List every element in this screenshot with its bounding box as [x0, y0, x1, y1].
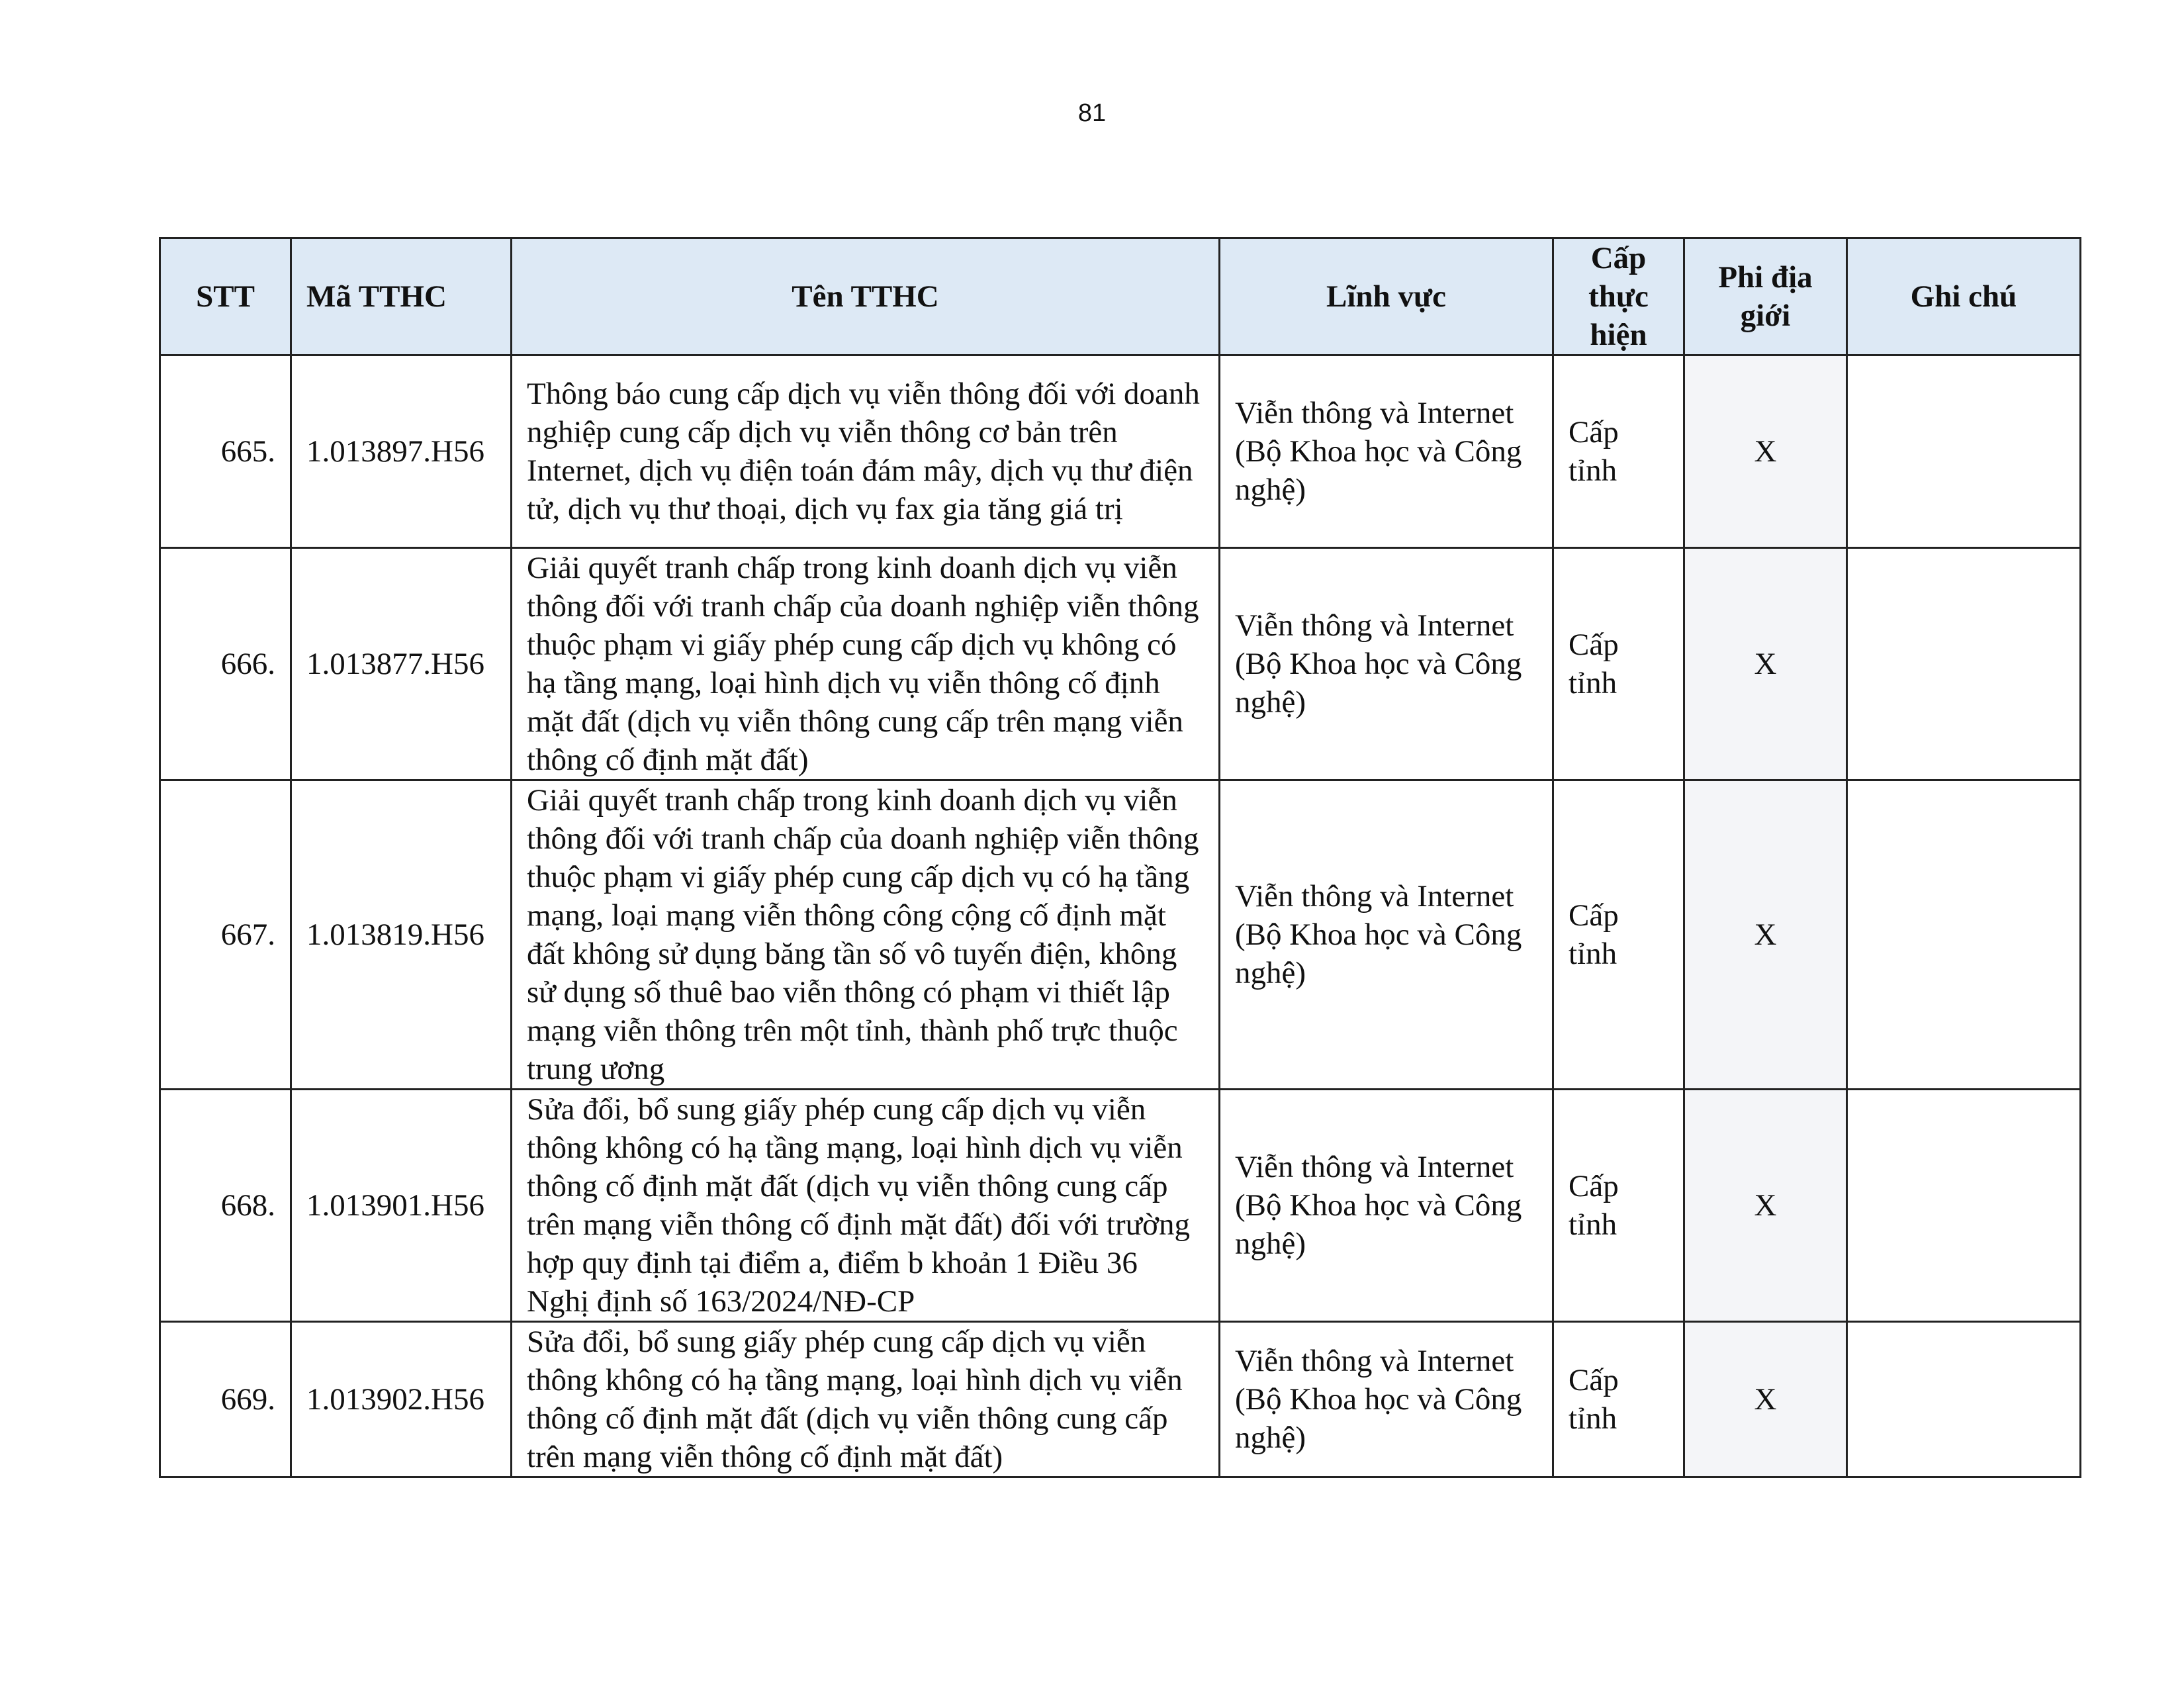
cell-ten-tthc: Thông báo cung cấp dịch vụ viễn thông đối với doanh nghiệp cung cấp dịch vụ viễn thông cơ bản trên Internet, dịch vụ điện toán đám mây, dịch vụ thư điện tử, dịch vụ thư thoại, dịch vụ fax gia tăng giá trị — [512, 355, 1220, 548]
cell-ma-tthc: 1.013901.H56 — [291, 1090, 512, 1322]
header-cap-thuc-hien — [1553, 238, 1684, 355]
cell-linh-vuc: Viễn thông và Internet (Bộ Khoa học và Công nghệ) — [1220, 1322, 1553, 1477]
table-row — [160, 1090, 2081, 1322]
cell-phi-dia-gioi: X — [1684, 1322, 1847, 1477]
table-row — [160, 548, 2081, 780]
cell-phi-dia-gioi: X — [1684, 780, 1847, 1090]
cell-linh-vuc: Viễn thông và Internet (Bộ Khoa học và Công nghệ) — [1220, 548, 1553, 780]
header-phi-line: giới — [1740, 299, 1791, 333]
header-linh-vuc: Lĩnh vực — [1220, 238, 1553, 355]
cell-ghi-chu — [1847, 355, 2081, 548]
cell-ghi-chu — [1847, 1322, 2081, 1477]
cell-ten-tthc: Giải quyết tranh chấp trong kinh doanh dịch vụ viễn thông đối với tranh chấp của doanh nghiệp viễn thông thuộc phạm vi giấy phép cung cấp dịch vụ có hạ tầng mạng, loại mạng viễn thông công cộng cố định mặt đất không sử dụng băng tần số vô tuyến điện, không sử dụng số thuê bao viễn thông có phạm vi thiết lập mạng viễn thông trên một tỉnh, thành phố trực thuộc trung ương — [512, 780, 1220, 1090]
header-cap-line: hiện — [1590, 318, 1647, 352]
header-stt: STT — [160, 238, 291, 355]
cell-stt: 669. — [160, 1322, 291, 1477]
cell-ghi-chu — [1847, 1090, 2081, 1322]
procedures-table — [159, 237, 2081, 1478]
cell-cap-thuc-hien: Cấp tỉnh — [1553, 1322, 1684, 1477]
cell-linh-vuc: Viễn thông và Internet (Bộ Khoa học và Công nghệ) — [1220, 1090, 1553, 1322]
header-cap-line: Cấp — [1590, 241, 1647, 275]
cell-phi-dia-gioi: X — [1684, 548, 1847, 780]
cell-cap-thuc-hien: Cấp tỉnh — [1553, 548, 1684, 780]
cell-ten-tthc: Giải quyết tranh chấp trong kinh doanh dịch vụ viễn thông đối với tranh chấp của doanh nghiệp viễn thông thuộc phạm vi giấy phép cung cấp dịch vụ không có hạ tầng mạng, loại hình dịch vụ viễn thông cố định mặt đất (dịch vụ viễn thông cung cấp trên mạng viễn thông cố định mặt đất) — [512, 548, 1220, 780]
cell-ma-tthc: 1.013819.H56 — [291, 780, 512, 1090]
cell-ma-tthc: 1.013897.H56 — [291, 355, 512, 548]
header-phi-line: Phi địa — [1718, 260, 1813, 295]
cell-ten-tthc: Sửa đổi, bổ sung giấy phép cung cấp dịch vụ viễn thông không có hạ tầng mạng, loại hình dịch vụ viễn thông cố định mặt đất (dịch vụ viễn thông cung cấp trên mạng viễn thông cố định mặt đất) — [512, 1322, 1220, 1477]
cell-stt: 667. — [160, 780, 291, 1090]
cell-ghi-chu — [1847, 548, 2081, 780]
cell-stt: 666. — [160, 548, 291, 780]
page-number: 81 — [1077, 99, 1107, 127]
cell-stt: 665. — [160, 355, 291, 548]
cell-ten-tthc: Sửa đổi, bổ sung giấy phép cung cấp dịch vụ viễn thông không có hạ tầng mạng, loại hình dịch vụ viễn thông cố định mặt đất (dịch vụ viễn thông cung cấp trên mạng viễn thông cố định mặt đất) đối với trường hợp quy định tại điểm a, điểm b khoản 1 Điều 36 Nghị định số 163/2024/NĐ-CP — [512, 1090, 1220, 1322]
header-row — [160, 238, 2081, 355]
cell-ma-tthc: 1.013902.H56 — [291, 1322, 512, 1477]
cell-stt: 668. — [160, 1090, 291, 1322]
table-row — [160, 780, 2081, 1090]
table-row — [160, 355, 2081, 548]
cell-cap-thuc-hien: Cấp tỉnh — [1553, 355, 1684, 548]
cell-cap-thuc-hien: Cấp tỉnh — [1553, 1090, 1684, 1322]
cell-phi-dia-gioi: X — [1684, 355, 1847, 548]
cell-phi-dia-gioi: X — [1684, 1090, 1847, 1322]
header-ten-tthc: Tên TTHC — [512, 238, 1220, 355]
table-row — [160, 1322, 2081, 1477]
cell-cap-thuc-hien: Cấp tỉnh — [1553, 780, 1684, 1090]
cell-linh-vuc: Viễn thông và Internet (Bộ Khoa học và Công nghệ) — [1220, 355, 1553, 548]
header-ma-tthc: Mã TTHC — [291, 238, 512, 355]
cell-ghi-chu — [1847, 780, 2081, 1090]
header-phi-dia-gioi — [1684, 238, 1847, 355]
cell-ma-tthc: 1.013877.H56 — [291, 548, 512, 780]
header-ghi-chu: Ghi chú — [1847, 238, 2081, 355]
cell-linh-vuc: Viễn thông và Internet (Bộ Khoa học và Công nghệ) — [1220, 780, 1553, 1090]
header-cap-line: thực — [1588, 279, 1649, 314]
